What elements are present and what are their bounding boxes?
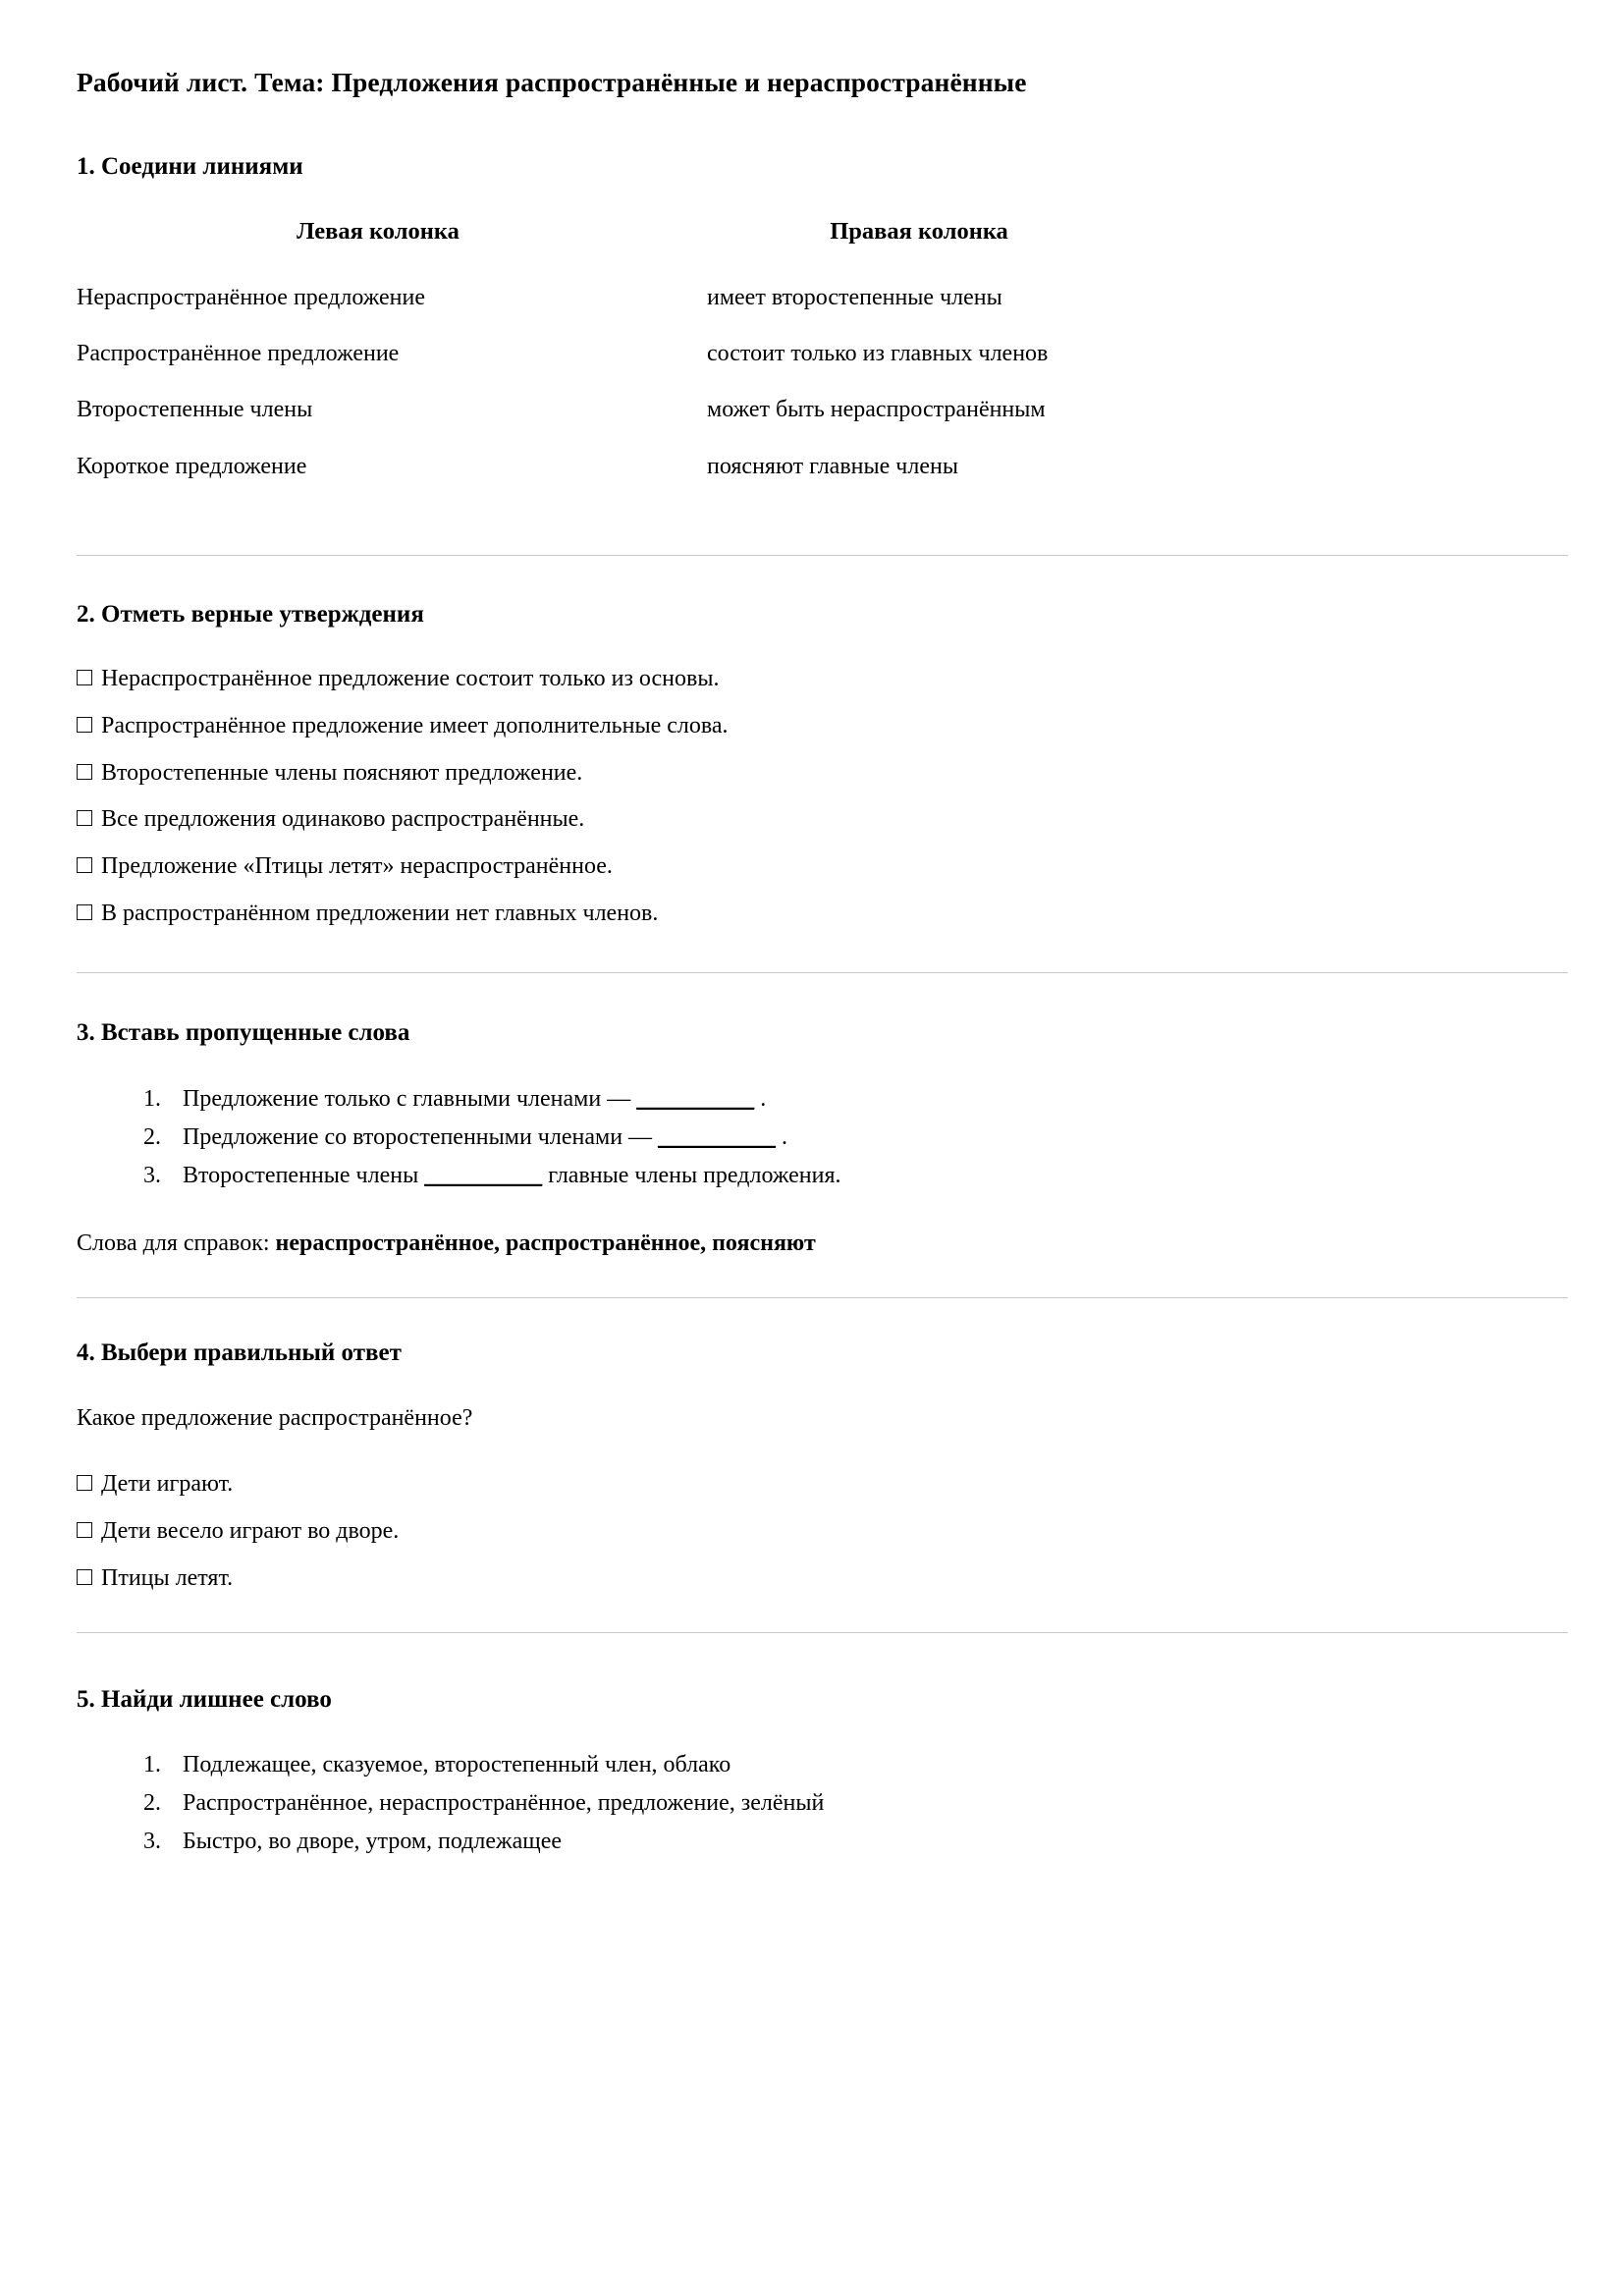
- checkbox-icon[interactable]: [77, 764, 92, 780]
- reference-words: нераспространённое, распространённое, поясняют: [275, 1230, 816, 1257]
- section-2-heading: 2. Отметь верные утверждения: [77, 600, 424, 628]
- section-4-heading: 4. Выбери правильный ответ: [77, 1339, 402, 1366]
- list-item[interactable]: [77, 664, 1569, 695]
- list-item[interactable]: [77, 1516, 1569, 1548]
- blank-prefix-text: Предложение со второстепенными членами —: [183, 1123, 659, 1150]
- option-text: Дети весело играют во дворе.: [101, 1518, 400, 1545]
- reference-words-line: [77, 1228, 1569, 1259]
- checkbox-icon[interactable]: [77, 717, 92, 733]
- section-1-heading: 1. Соедини линиями: [77, 152, 303, 180]
- list-item[interactable]: [77, 1469, 1569, 1501]
- statement-text: Нераспространённое предложение состоит только из основы.: [101, 666, 720, 692]
- table-row: [77, 387, 1176, 443]
- blank-suffix-text: .: [754, 1085, 767, 1112]
- list-item[interactable]: [77, 758, 1569, 790]
- blank-suffix-text: главные члены предложения.: [542, 1163, 841, 1189]
- list-item[interactable]: 2. Распространённое, нераспространённое, предложение, зелёный: [167, 1787, 1569, 1820]
- checkbox-icon[interactable]: [77, 1569, 92, 1585]
- page-title: Рабочий лист. Тема: Предложения распространённые и нераспространённые: [77, 67, 1027, 97]
- list-item[interactable]: [77, 804, 1569, 836]
- list-item[interactable]: [77, 1563, 1569, 1595]
- list-item: [167, 1160, 1569, 1192]
- fill-blanks-list: [77, 1083, 1569, 1192]
- statement-text: Предложение «Птицы летят» нераспространённое.: [101, 853, 613, 880]
- statements-checklist: [77, 664, 1569, 929]
- match-left-item[interactable]: Короткое предложение: [77, 453, 307, 479]
- table-row: [77, 275, 1176, 331]
- match-left-item[interactable]: Распространённое предложение: [77, 341, 400, 367]
- statement-text: Второстепенные члены поясняют предложение.: [101, 759, 583, 786]
- list-item: [167, 1121, 1569, 1154]
- section-odd-one-out: [77, 1684, 1569, 1859]
- match-left-item[interactable]: Второстепенные члены: [77, 397, 313, 423]
- section-3-heading: 3. Вставь пропущенные слова: [77, 1019, 410, 1047]
- section-5-heading: 5. Найди лишнее слово: [77, 1685, 332, 1713]
- table-row: [77, 444, 1176, 500]
- match-left-item[interactable]: Нераспространённое предложение: [77, 285, 425, 311]
- list-item[interactable]: [77, 851, 1569, 883]
- statement-text: Распространённое предложение имеет дополнительные слова.: [101, 713, 729, 739]
- table-header-row: [77, 216, 1176, 275]
- match-right-item[interactable]: поясняют главные члены: [707, 453, 958, 479]
- right-column-header: Правая колонка: [830, 218, 1008, 246]
- left-column-header: Левая колонка: [297, 218, 460, 246]
- checkbox-icon[interactable]: [77, 810, 92, 826]
- odd-one-out-list: [77, 1749, 1569, 1858]
- blank-prefix-text: Предложение только с главными членами —: [183, 1085, 637, 1112]
- blank-suffix-text: .: [776, 1123, 788, 1150]
- match-right-item[interactable]: может быть нераспространённым: [707, 397, 1046, 423]
- section-choose-answer: [77, 1338, 1569, 1595]
- answer-options-list: [77, 1469, 1569, 1594]
- checkbox-icon[interactable]: [77, 1475, 92, 1491]
- match-columns-table: [77, 216, 1176, 500]
- blank-prefix-text: Второстепенные члены: [183, 1163, 425, 1189]
- option-text: Птицы летят.: [101, 1564, 234, 1591]
- list-item[interactable]: 3. Быстро, во дворе, утром, подлежащее: [167, 1826, 1569, 1858]
- section-true-statements: [77, 599, 1569, 930]
- reference-label: Слова для справок:: [77, 1230, 276, 1257]
- blank-field[interactable]: __________: [658, 1123, 777, 1150]
- statement-text: Все предложения одинаково распространённые.: [101, 806, 585, 833]
- section-match-lines: [77, 151, 1569, 500]
- match-right-item[interactable]: имеет второстепенные члены: [707, 285, 1002, 311]
- table-row: [77, 331, 1176, 387]
- question-text: Какое предложение распространённое?: [77, 1405, 473, 1432]
- list-item: [167, 1083, 1569, 1116]
- checkbox-icon[interactable]: [77, 1522, 92, 1538]
- blank-field[interactable]: __________: [424, 1163, 543, 1189]
- statement-text: В распространённом предложении нет главных членов.: [101, 900, 659, 926]
- list-item[interactable]: [77, 711, 1569, 742]
- blank-field[interactable]: __________: [636, 1085, 755, 1112]
- list-item[interactable]: 1. Подлежащее, сказуемое, второстепенный член, облако: [167, 1749, 1569, 1781]
- option-text: Дети играют.: [101, 1471, 234, 1498]
- checkbox-icon[interactable]: [77, 857, 92, 873]
- section-fill-blanks: [77, 1017, 1569, 1259]
- list-item[interactable]: [77, 899, 1569, 930]
- checkbox-icon[interactable]: [77, 904, 92, 920]
- checkbox-icon[interactable]: [77, 670, 92, 685]
- match-right-item[interactable]: состоит только из главных членов: [707, 341, 1049, 367]
